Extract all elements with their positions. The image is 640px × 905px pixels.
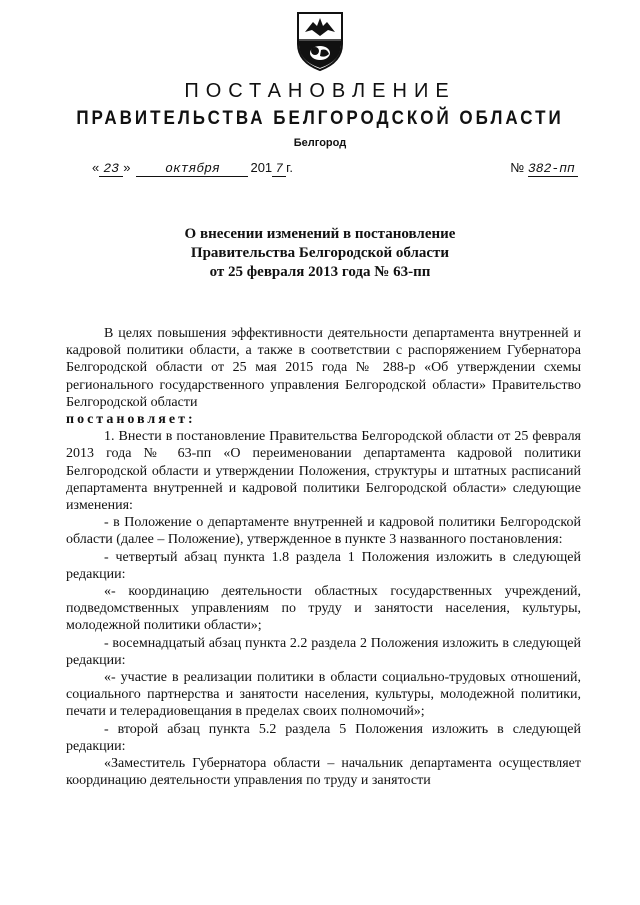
paragraph-quote-1: «- координацию деятельности областных государственных учреждений, подведомственных управлениям по труду и занятости населения, культуры, молодежной политики области»; (66, 584, 581, 634)
document-title (0, 225, 640, 282)
date-day: 23 (99, 161, 123, 177)
document-body (66, 325, 581, 789)
paragraph-preamble: В целях повышения эффективности деятельности департамента внутренней и кадровой политики области, а также в соответствии с распоряжением Губернатора Белгородской области от 25 мая 2015 года № 288-р «Об утверждении схемы регионального государственного управления Белгородской области» Правительство Белгородской области (66, 326, 581, 410)
issuer-heading: ПРАВИТЕЛЬСТВА БЕЛГОРОДСКОЙ ОБЛАСТИ (76, 106, 564, 129)
paragraph-quote-3: «Заместитель Губернатора области – начальник департамента осуществляет координацию деятельности управления по труду и занятости (66, 756, 581, 789)
date-month: октября (136, 161, 248, 177)
document-date (92, 160, 293, 177)
paragraph-change-3: - второй абзац пункта 5.2 раздела 5 Положения изложить в следующей редакции: (66, 721, 581, 754)
date-quote-close: » (123, 160, 131, 175)
date-quote-open: « (92, 160, 100, 175)
title-line-3: от 25 февраля 2013 года № 63-пп (209, 264, 431, 280)
document-number (510, 160, 578, 177)
date-year-digit: 7 (272, 161, 286, 177)
paragraph-decree (66, 411, 581, 428)
date-year-prefix: 201 (250, 160, 273, 175)
document-type-heading: ПОСТАНОВЛЕНИЕ (184, 80, 456, 102)
number-value: 382-пп (528, 161, 578, 177)
paragraph-change-1: - четвертый абзац пункта 1.8 раздела 1 Положения изложить в следующей редакции: (66, 549, 581, 582)
paragraph-regulation: - в Положение о департаменте внутренней и кадровой политики Белгородской области (далее – Положение), утвержденное в пункте 3 названного постановления: (66, 515, 581, 548)
city-label: Белгород (293, 137, 347, 149)
title-line-1: О внесении изменений в постановление (184, 226, 456, 242)
decree-word: постановляет: (66, 412, 196, 428)
paragraph-item-1: 1. Внести в постановление Правительства Белгородской области от 25 февраля 2013 года № 63-пп «О переименовании департамента кадровой политики Белгородской области и утверждении Положения, структуры и штатных расписаний департамента внутренней и кадровой политики Белгородской области» следующие изменения: (66, 429, 581, 514)
paragraph-change-2: - восемнадцатый абзац пункта 2.2 раздела 2 Положения изложить в следующей редакции: (66, 635, 581, 668)
coat-of-arms-emblem (295, 10, 345, 72)
date-year-suffix: г. (286, 160, 293, 175)
paragraph-quote-2: «- участие в реализации политики в области социально-трудовых отношений, социального партнерства и занятости населения, культуры, молодежной политики, печати и телерадиовещания в пределах своих полномочий»; (66, 670, 581, 720)
number-label: № (510, 160, 525, 175)
title-line-2: Правительства Белгородской области (190, 245, 450, 261)
